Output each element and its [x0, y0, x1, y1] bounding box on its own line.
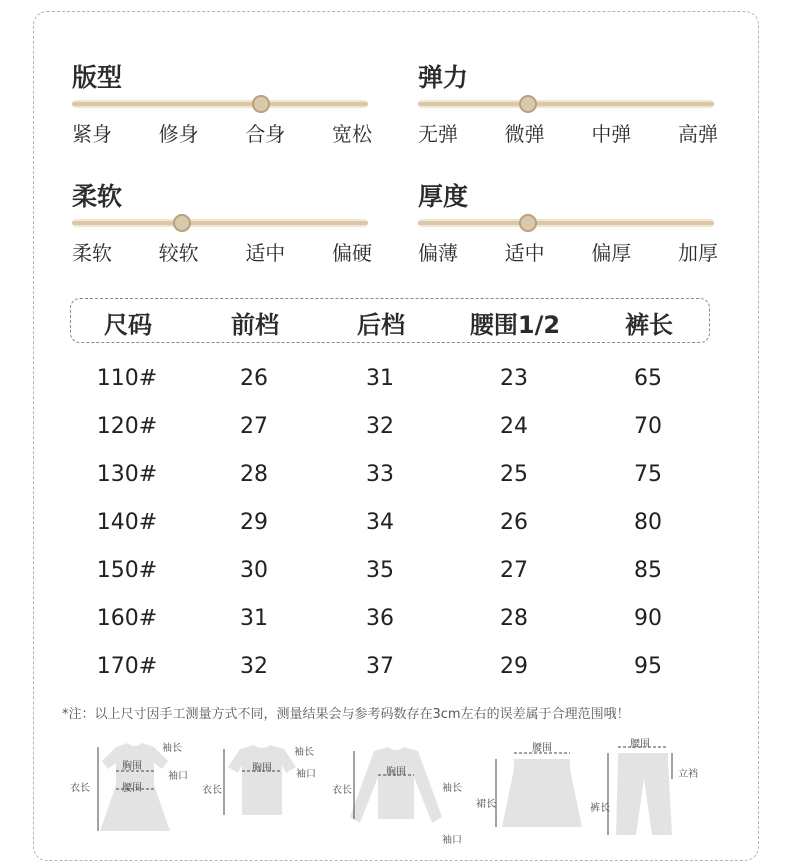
attr-option: 宽松: [331, 122, 372, 146]
tshirt-sleeve-label: 袖长: [294, 747, 314, 758]
skirt-waist-label: 腰围: [532, 743, 552, 754]
dress-sleeve-label: 袖长: [162, 743, 182, 754]
table-row: [0, 558, 790, 588]
pants-diagram: [590, 735, 710, 845]
attr-thickness-options: [418, 237, 718, 266]
header-size: 尺码: [104, 311, 152, 339]
pants-waist-label: 腰围: [630, 739, 650, 750]
cell-front-rise: 29: [240, 510, 268, 535]
dress-chest-label: 胸围: [122, 761, 142, 772]
cell-size: 110#: [96, 366, 158, 391]
attr-softness-knob: [173, 214, 191, 232]
attr-softness-options: [72, 237, 372, 266]
dress-diagram: [70, 735, 200, 845]
cell-pants-length: 80: [634, 510, 662, 535]
attr-option: 高弹: [677, 122, 718, 146]
attr-option: 修身: [158, 122, 199, 146]
attr-fit-options: [72, 118, 372, 147]
header-back-rise: 后档: [357, 311, 405, 339]
cell-half-waist: 29: [500, 654, 528, 679]
table-row: [0, 606, 790, 636]
attr-option: 无弹: [418, 122, 458, 146]
attr-option: 微弹: [504, 122, 545, 146]
sweater-sleeve-label: 袖长: [442, 783, 462, 794]
attr-option: 偏厚: [591, 241, 632, 265]
cell-pants-length: 70: [634, 414, 662, 439]
sweater-chest-label: 胸围: [386, 767, 406, 778]
cell-back-rise: 32: [366, 414, 394, 439]
cell-half-waist: 24: [500, 414, 528, 439]
tshirt-cuff-label: 袖口: [296, 769, 316, 780]
cell-back-rise: 34: [366, 510, 394, 535]
attr-option: 紧身: [72, 122, 112, 146]
tshirt-length-label: 衣长: [202, 785, 222, 796]
attr-option: 适中: [504, 241, 545, 265]
cell-size: 160#: [96, 606, 158, 631]
tshirt-chest-label: 胸围: [252, 763, 272, 774]
cell-pants-length: 85: [634, 558, 662, 583]
dress-waist-label: 腰围: [122, 783, 142, 794]
cell-back-rise: 33: [366, 462, 394, 487]
cell-half-waist: 27: [500, 558, 528, 583]
attr-thickness-knob: [519, 214, 537, 232]
cell-front-rise: 28: [240, 462, 268, 487]
dress-length-label: 衣长: [70, 783, 90, 794]
attr-elasticity-knob: [519, 95, 537, 113]
attr-fit-track: [72, 100, 368, 108]
attr-option: 柔软: [72, 241, 112, 265]
cell-size: 150#: [96, 558, 158, 583]
attr-option: 偏硬: [331, 241, 372, 265]
attr-option: 适中: [245, 241, 286, 265]
attr-softness: [72, 177, 372, 265]
header-front-rise: 前档: [231, 311, 279, 339]
attr-softness-track: [72, 219, 368, 227]
cell-back-rise: 36: [366, 606, 394, 631]
cell-size: 170#: [96, 654, 158, 679]
cell-front-rise: 31: [240, 606, 268, 631]
table-row: [0, 414, 790, 444]
pants-rise-label: 立裆: [678, 769, 698, 780]
attr-elasticity-title: 弹力: [418, 63, 469, 92]
table-row: [0, 654, 790, 684]
header-half-waist: 腰围1/2: [469, 311, 561, 339]
sweater-cuff-label: 袖口: [442, 835, 462, 846]
attr-option: 偏薄: [418, 241, 458, 265]
attr-option: 中弹: [591, 122, 632, 146]
cell-front-rise: 26: [240, 366, 268, 391]
cell-front-rise: 30: [240, 558, 268, 583]
attr-option: 合身: [245, 122, 286, 146]
cell-half-waist: 26: [500, 510, 528, 535]
attr-fit: [72, 58, 372, 146]
attr-thickness-title: 厚度: [418, 182, 469, 211]
cell-back-rise: 37: [366, 654, 394, 679]
tshirt-diagram: [200, 735, 330, 845]
attr-thickness: [418, 177, 718, 265]
attr-elasticity: [418, 58, 718, 146]
skirt-diagram: [476, 735, 586, 845]
cell-back-rise: 35: [366, 558, 394, 583]
cell-half-waist: 28: [500, 606, 528, 631]
cell-size: 130#: [96, 462, 158, 487]
cell-front-rise: 32: [240, 654, 268, 679]
skirt-icon: [476, 735, 586, 845]
attr-option: 较软: [158, 241, 199, 265]
cell-size: 140#: [96, 510, 158, 535]
cell-pants-length: 65: [634, 366, 662, 391]
cell-back-rise: 31: [366, 366, 394, 391]
skirt-length-label: 裙长: [476, 799, 496, 810]
cell-pants-length: 95: [634, 654, 662, 679]
attr-softness-title: 柔软: [72, 182, 123, 211]
attr-elasticity-track: [418, 100, 714, 108]
dress-cuff-label: 袖口: [168, 771, 188, 782]
cell-half-waist: 25: [500, 462, 528, 487]
attr-option: 加厚: [677, 241, 718, 265]
size-table-header: [70, 298, 710, 343]
cell-pants-length: 75: [634, 462, 662, 487]
pants-icon: [590, 735, 710, 845]
table-row: [0, 462, 790, 492]
cell-front-rise: 27: [240, 414, 268, 439]
attr-elasticity-options: [418, 118, 718, 147]
header-pants-length: 裤长: [625, 311, 673, 339]
measurement-note: *注：以上尺寸因手工测量方式不同，测量结果会与参考码数存在3cm左右的误差属于合理范围哦！: [62, 707, 630, 722]
cell-half-waist: 23: [500, 366, 528, 391]
sweater-diagram: [330, 735, 470, 845]
cell-size: 120#: [96, 414, 158, 439]
attr-thickness-track: [418, 219, 714, 227]
pants-length-label: 裤长: [590, 803, 610, 814]
attr-fit-title: 版型: [72, 63, 123, 92]
cell-pants-length: 90: [634, 606, 662, 631]
table-row: [0, 366, 790, 396]
table-row: [0, 510, 790, 540]
sweater-length-label: 衣长: [332, 785, 352, 796]
